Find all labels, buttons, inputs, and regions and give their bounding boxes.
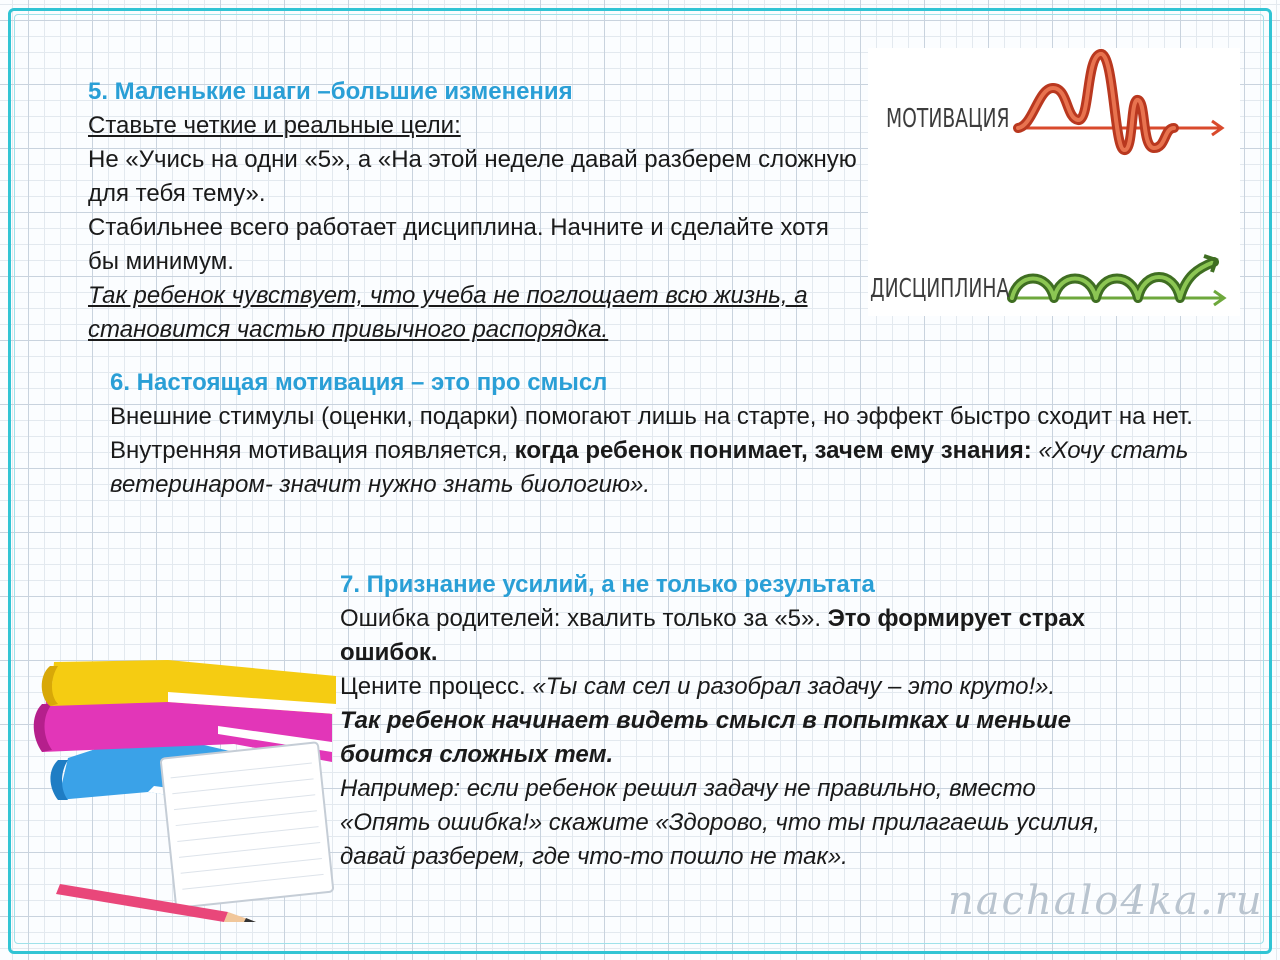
- notepad: [161, 742, 334, 908]
- discipline-label: ДИСЦИПЛИНА: [870, 274, 1010, 304]
- section-6-line-2-quote: «Хочу стать ветеринаром- значит нужно знать биологию».: [110, 437, 1189, 498]
- section-6: [110, 366, 1220, 502]
- section-7-line-1: [340, 602, 1120, 670]
- pencil-lead: [244, 918, 256, 922]
- section-5-conclusion: Так ребенок чувствует, что учеба не поглощает всю жизнь, а становится частью привычного распорядка.: [88, 282, 808, 343]
- section-7-heading: 7. Признание усилий, а не только результата: [340, 571, 875, 598]
- section-7: [340, 568, 1120, 874]
- section-7-line-2-quote: «Ты сам сел и разобрал задачу – это круто!».: [532, 673, 1056, 700]
- section-5-heading: 5. Маленькие шаги –большие изменения: [88, 78, 573, 105]
- section-7-line-2: [340, 670, 1120, 704]
- section-7-line-3: Так ребенок начинает видеть смысл в попытках и меньше боится сложных тем.: [340, 707, 1071, 768]
- section-5-subheading: Ставьте четкие и реальные цели:: [88, 112, 461, 139]
- site-watermark: nachalo4ka.ru: [948, 878, 1264, 924]
- section-6-line-1: Внешние стимулы (оценки, подарки) помогают лишь на старте, но эффект быстро сходит на нет.: [110, 403, 1193, 430]
- books-illustration: [28, 640, 348, 940]
- section-7-line-1-bold: Это формирует страх ошибок.: [340, 605, 1086, 666]
- motivation-discipline-graphic: [868, 48, 1240, 316]
- section-6-line-2: [110, 434, 1220, 502]
- motivation-curve-outline: [1018, 54, 1174, 150]
- section-6-line-2-bold: когда ребенок понимает, зачем ему знания:: [514, 437, 1032, 464]
- section-7-line-1-start: Ошибка родителей: хвалить только за «5».: [340, 605, 828, 632]
- motivation-label: МОТИВАЦИЯ: [886, 104, 1010, 134]
- section-6-line-2-start: Внутренняя мотивация появляется,: [110, 437, 515, 464]
- section-5-line-2: Стабильнее всего работает дисциплина. Начните и сделайте хотя бы минимум.: [88, 214, 829, 275]
- section-7-line-2-start: Цените процесс.: [340, 673, 533, 700]
- section-6-heading: 6. Настоящая мотивация – это про смысл: [110, 369, 608, 396]
- section-5-line-1: Не «Учись на одни «5», а «На этой неделе давай разберем сложную для тебя тему».: [88, 146, 857, 207]
- section-7-line-4: Например: если ребенок решил задачу не правильно, вместо «Опять ошибка!» скажите «Здорово, что ты прилагаешь усилия, давай разберем, где что-то пошло не так».: [340, 775, 1100, 870]
- section-5: [88, 75, 858, 347]
